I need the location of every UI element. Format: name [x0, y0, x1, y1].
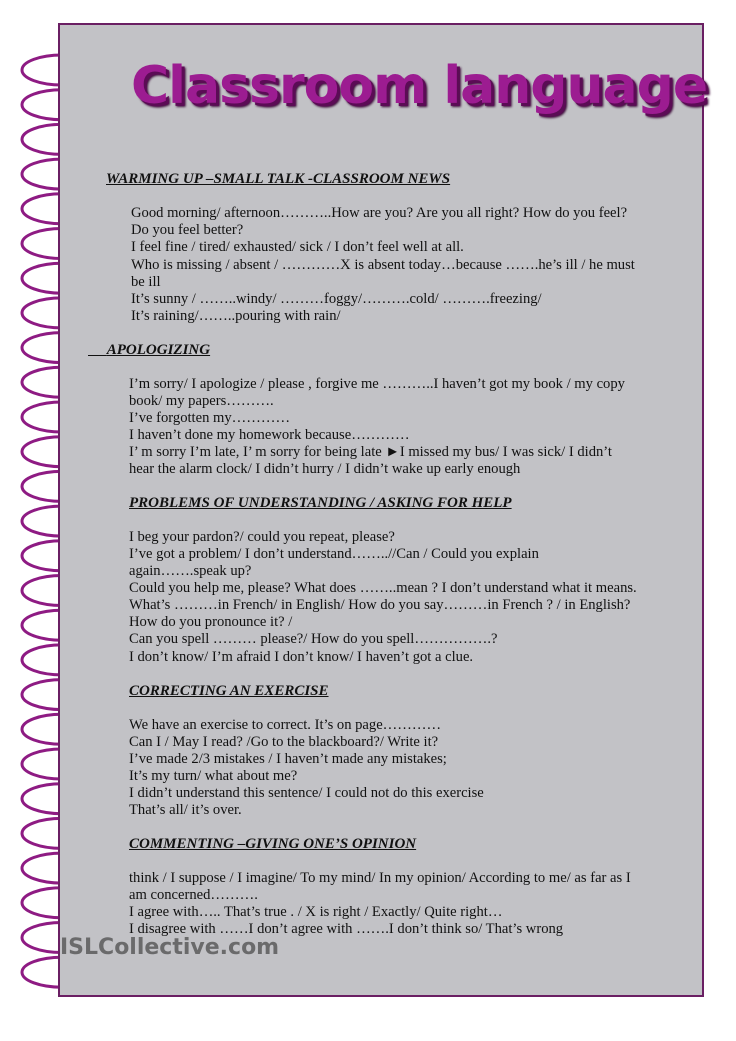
text-line: I agree with….. That’s true . / X is right / Exactly/ Quite right…: [129, 904, 503, 920]
text-line: be ill: [131, 274, 161, 290]
text-line: I haven’t done my homework because…………: [129, 427, 410, 443]
text-line: again…….speak up?: [129, 563, 252, 579]
text-line: I feel fine / tired/ exhausted/ sick / I don’t feel well at all.: [131, 239, 464, 255]
text-line: How do you pronounce it? /: [129, 614, 293, 630]
text-line: Good morning/ afternoon………..How are you? Are you all right? How do you feel?: [131, 205, 628, 221]
text-line: I’ve made 2/3 mistakes / I haven’t made any mistakes;: [129, 751, 447, 767]
text-line: hear the alarm clock/ I didn’t hurry / I didn’t wake up early enough: [129, 461, 521, 477]
text-line: think / I suppose / I imagine/ To my mind/ In my opinion/ According to me/ as far as I: [129, 870, 631, 886]
text-line: What’s ………in French/ in English/ How do you say………in French ? / in English?: [129, 597, 631, 613]
watermark: ISLCollective.com: [60, 935, 280, 960]
text-line: am concerned……….: [129, 887, 258, 903]
text-line: I’ m sorry I’m late, I’ m sorry for being late ►I missed my bus/ I was sick/ I didn’t: [129, 444, 612, 460]
text-line: I’ve got a problem/ I don’t understand……..//Can / Could you explain: [129, 546, 539, 562]
text-line: Could you help me, please? What does ……..mean ? I don’t understand what it means.: [129, 580, 637, 596]
section-heading-warming-up: WARMING UP –SMALL TALK -CLASSROOM NEWS: [106, 171, 451, 187]
text-line: Who is missing / absent / …………X is absent today…because …….he’s ill / he must: [131, 257, 635, 273]
section-heading-problems-of-understanding: PROBLEMS OF UNDERSTANDING / ASKING FOR HELP: [129, 495, 512, 511]
page-title: Classroom language: [131, 56, 708, 116]
text-line: I’ve forgotten my…………: [129, 410, 291, 426]
text-line: Can you spell ……… please?/ How do you spell…………….?: [129, 631, 498, 647]
text-line: Can I / May I read? /Go to the blackboard?/ Write it?: [129, 734, 439, 750]
text-line: It’s my turn/ what about me?: [129, 768, 298, 784]
text-line: It’s raining/……..pouring with rain/: [131, 308, 341, 324]
section-heading-commenting: COMMENTING –GIVING ONE’S OPINION: [129, 836, 417, 852]
text-line: I beg your pardon?/ could you repeat, please?: [129, 529, 395, 545]
text-line: book/ my papers……….: [129, 393, 274, 409]
text-line: I’m sorry/ I apologize / please , forgive me ………..I haven’t got my book / my copy: [129, 376, 625, 392]
section-heading-apologizing: APOLOGIZING: [106, 342, 211, 358]
text-line: I didn’t understand this sentence/ I could not do this exercise: [129, 785, 484, 801]
text-line: That’s all/ it’s over.: [129, 802, 242, 818]
text-line: I disagree with ……I don’t agree with …….I don’t think so/ That’s wrong: [129, 921, 564, 937]
text-line: I don’t know/ I’m afraid I don’t know/ I haven’t got a clue.: [129, 649, 474, 665]
section-heading-correcting-an-exercise: CORRECTING AN EXERCISE: [129, 683, 329, 699]
text-line: It’s sunny / ……..windy/ ………foggy/……….cold/ ……….freezing/: [131, 291, 542, 307]
text-line: Do you feel better?: [131, 222, 244, 238]
text-line: We have an exercise to correct. It’s on page…………: [129, 717, 442, 733]
